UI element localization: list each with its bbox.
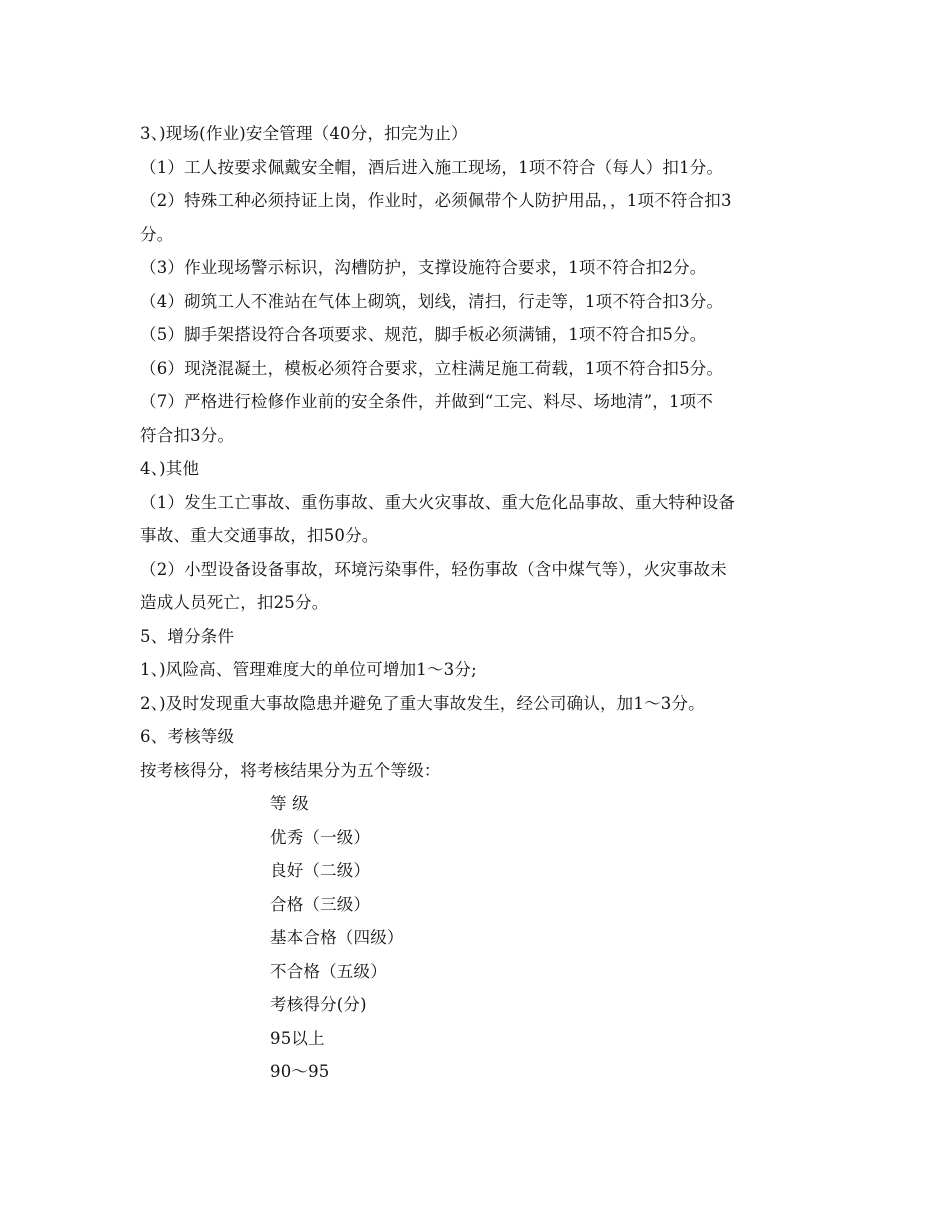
section-heading-other: 4、)其他 (140, 459, 200, 478)
paragraph-item-continued: 符合扣3分。 (140, 425, 235, 445)
section-heading-site-safety: 3、)现场(作业)安全管理（40分，扣完为止） (140, 124, 468, 143)
document-body (140, 117, 820, 1089)
paragraph-item-continued: 分。 (140, 224, 174, 244)
paragraph-item: （2）小型设备设备事故，环境污染事件，轻伤事故（含中煤气等），火灾事故未 (140, 559, 727, 579)
paragraph-item: （6）现浇混凝土，模板必须符合要求，立柱满足施工荷载，1项不符合扣5分。 (140, 358, 724, 378)
paragraph-item: 1、)风险高、管理难度大的单位可增加1～3分; (140, 660, 477, 679)
paragraph-item: 2、)及时发现重大事故隐患并避免了重大事故发生，经公司确认，加1～3分。 (140, 693, 705, 713)
grade-table (140, 787, 820, 1089)
paragraph-item: （4）砌筑工人不准站在气体上砌筑，划线，清扫，行走等，1项不符合扣3分。 (140, 291, 724, 311)
paragraph-item-continued: 事故、重大交通事故，扣50分。 (140, 526, 379, 545)
section-heading-grades: 6、考核等级 (140, 727, 235, 746)
paragraph-item: （2）特殊工种必须持证上岗，作业时，必须佩带个人防护用品，，1项不符合扣3 (140, 191, 732, 210)
grade-table-cell: 考核得分(分) (270, 995, 367, 1014)
section-heading-bonus: 5、增分条件 (140, 626, 235, 646)
grade-table-cell: 不合格（五级） (270, 961, 387, 981)
paragraph-item: （1）工人按要求佩戴安全帽，酒后进入施工现场，1项不符合（每人）扣1分。 (140, 157, 724, 177)
grade-table-cell: 等 级 (270, 794, 309, 813)
paragraph-item: （1）发生工亡事故、重伤事故、重大火灾事故、重大危化品事故、重大特种设备 (140, 492, 736, 512)
grade-table-cell: 优秀（一级） (270, 827, 371, 847)
grade-table-cell: 合格（三级） (270, 894, 371, 914)
paragraph-item: （7）严格进行检修作业前的安全条件，并做到“工完、料尽、场地清”，1项不 (140, 392, 714, 411)
grade-table-cell: 良好（二级） (270, 861, 371, 880)
grade-table-cell: 基本合格（四级） (270, 928, 404, 947)
grade-table-cell: 90～95 (270, 1062, 330, 1081)
grade-table-cell: 95以上 (270, 1028, 325, 1048)
paragraph-item: （5）脚手架搭设符合各项要求、规范，脚手板必须满铺，1项不符合扣5分。 (140, 325, 707, 344)
paragraph-item: （3）作业现场警示标识，沟槽防护，支撑设施符合要求，1项不符合扣2分。 (140, 258, 707, 277)
paragraph-item-continued: 造成人员死亡，扣25分。 (140, 593, 329, 612)
paragraph-intro: 按考核得分，将考核结果分为五个等级： (140, 760, 441, 780)
